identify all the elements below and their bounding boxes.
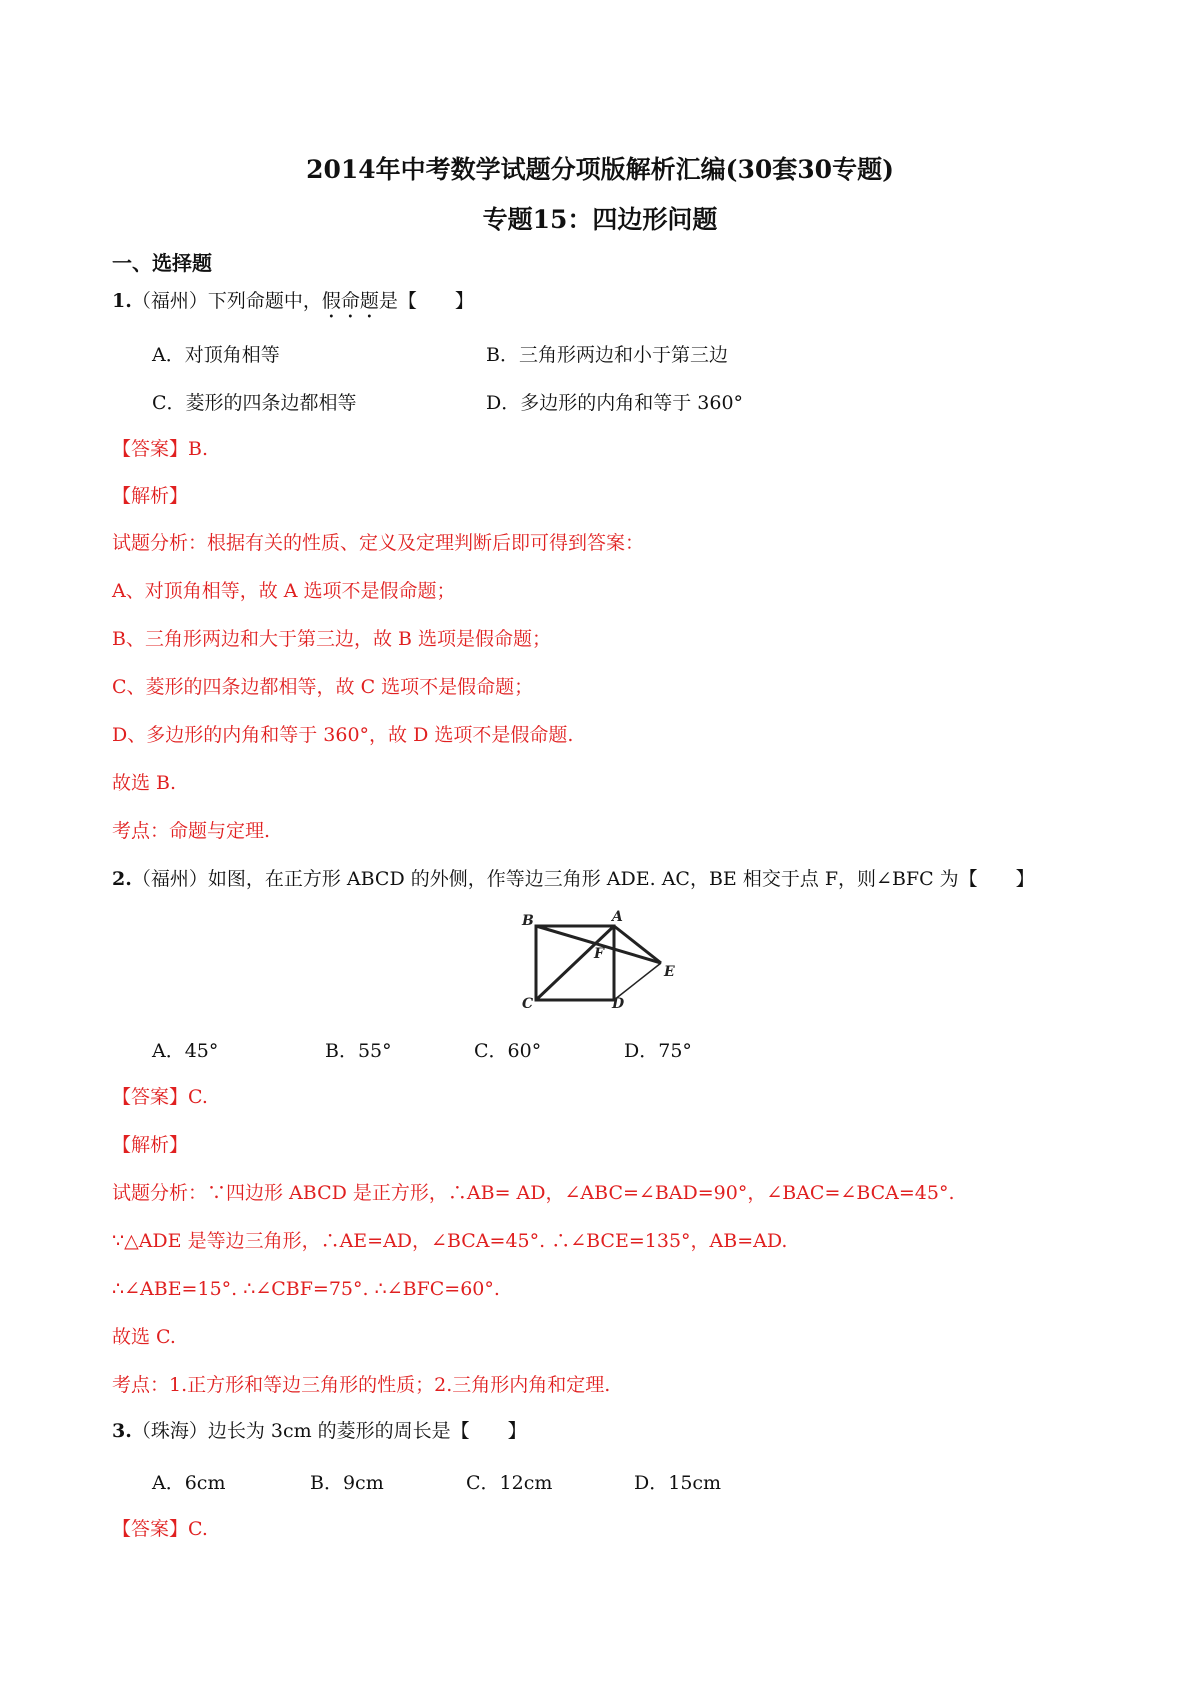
document-title: 2014年中考数学试题分项版解析汇编(30套30专题): [306, 155, 894, 184]
q2-answer: [112, 1084, 208, 1110]
q2-choose: 故选 C.: [112, 1326, 176, 1348]
question-2-source: （福州）: [131, 868, 208, 890]
q1-point: 考点：命题与定理.: [112, 820, 271, 842]
question-1-stem-pre: 下列命题中，: [207, 290, 322, 312]
label-d: D: [612, 996, 625, 1008]
question-3-number: 3.: [112, 1420, 132, 1442]
q1-analysis-line-4: C、菱形的四条边都相等，故 C 选项不是假命题；: [112, 676, 534, 698]
q2-option-a: A．45°: [152, 1040, 219, 1062]
question-2-stem-text: 如图，在正方形 ABCD 的外侧，作等边三角形 ADE. AC，BE 相交于点 F，则∠BFC 为【 】: [207, 868, 1035, 890]
question-2-number: 2.: [112, 868, 132, 890]
q2-point: 考点：1.正方形和等边三角形的性质；2.三角形内角和定理.: [112, 1374, 611, 1396]
q1-option-d: D．多边形的内角和等于 360°: [486, 392, 744, 414]
question-3-source: （珠海）: [131, 1420, 208, 1442]
label-a: A: [612, 909, 623, 925]
question-1-stem-emphasis: 假命题: [321, 290, 379, 312]
q1-analysis-line-5: D、多边形的内角和等于 360°，故 D 选项不是假命题.: [112, 724, 574, 746]
label-c: C: [522, 996, 534, 1008]
q1-analysis-line-1: 试题分析：根据有关的性质、定义及定理判断后即可得到答案：: [112, 532, 645, 554]
q1-analysis-line-2: A、对顶角相等，故 A 选项不是假命题；: [112, 580, 456, 602]
q2-option-b: B．55°: [325, 1040, 392, 1062]
q1-answer-tag: 【答案】: [112, 438, 189, 460]
label-e: E: [664, 964, 675, 980]
q1-analysis-tag: 【解析】: [112, 485, 189, 507]
q3-option-d: D．15cm: [634, 1472, 722, 1494]
segment-de: [614, 963, 661, 1000]
q3-option-b: B．9cm: [310, 1472, 384, 1494]
question-1-stem: [112, 288, 474, 323]
question-3-stem: [112, 1418, 527, 1444]
q1-answer-value: B.: [188, 438, 209, 460]
q1-option-a: A．对顶角相等: [152, 344, 280, 366]
q1-option-c: C．菱形的四条边都相等: [152, 392, 357, 414]
question-3-stem-text: 边长为 3cm 的菱形的周长是【 】: [207, 1420, 527, 1442]
q2-analysis-line-2: ∵△ADE 是等边三角形，∴AE=AD，∠BCA=45°. ∴∠BCE=135°，AB=AD.: [112, 1230, 788, 1252]
question-1-number: 1.: [112, 290, 132, 312]
q2-answer-tag: 【答案】: [112, 1086, 189, 1108]
q1-option-b: B．三角形两边和小于第三边: [486, 344, 728, 366]
q2-option-c: C．60°: [474, 1040, 542, 1062]
q3-answer-value: C.: [188, 1518, 208, 1540]
q2-answer-value: C.: [188, 1086, 208, 1108]
geometry-figure: [516, 908, 686, 1008]
q2-analysis-line-3: ∴∠ABE=15°. ∴∠CBF=75°. ∴∠BFC=60°.: [112, 1278, 500, 1300]
section-heading: 一、选择题: [112, 251, 212, 275]
document-subtitle: 专题15：四边形问题: [482, 205, 718, 234]
q3-option-c: C．12cm: [466, 1472, 553, 1494]
q1-answer: [112, 436, 208, 462]
figure-lines: [536, 926, 661, 1000]
question-1-source: （福州）: [131, 290, 208, 312]
q2-option-d: D．75°: [624, 1040, 692, 1062]
question-2-stem: [112, 866, 1035, 892]
q1-choose: 故选 B.: [112, 772, 177, 794]
q3-answer-tag: 【答案】: [112, 1518, 189, 1540]
question-1-stem-post: 是【 】: [378, 290, 474, 312]
label-f: F: [594, 946, 604, 962]
q2-analysis-line-1: 试题分析：∵四边形 ABCD 是正方形，∴AB= AD，∠ABC=∠BAD=90°，∠BAC=∠BCA=45°.: [112, 1182, 955, 1204]
q2-analysis-tag: 【解析】: [112, 1134, 189, 1156]
label-b: B: [522, 913, 534, 929]
q1-analysis-line-3: B、三角形两边和大于第三边，故 B 选项是假命题；: [112, 628, 552, 650]
q3-answer: [112, 1516, 208, 1542]
q3-option-a: A．6cm: [152, 1472, 226, 1494]
